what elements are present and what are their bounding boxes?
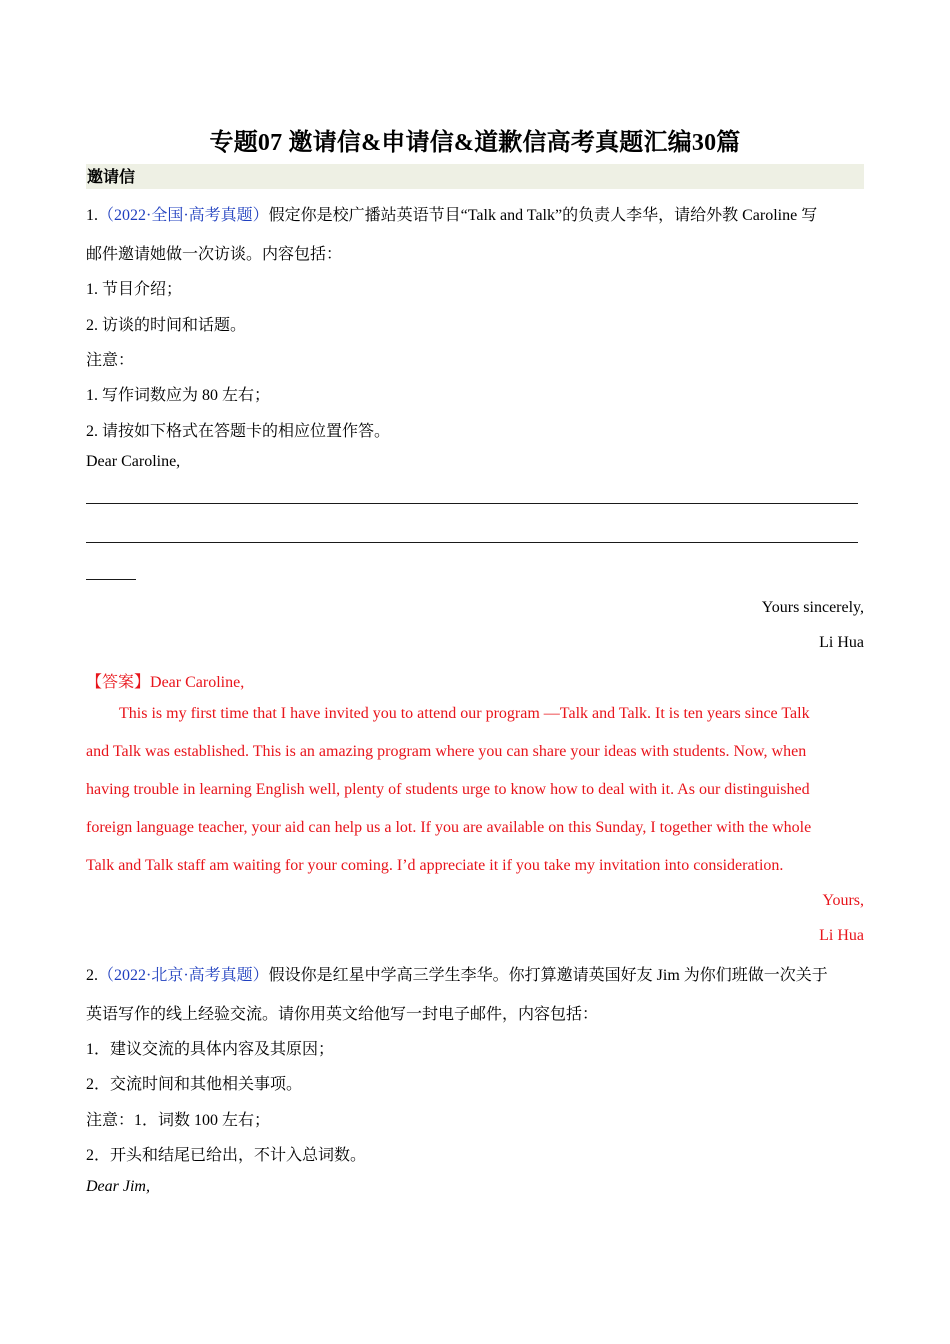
q2-source-link[interactable]: （2022·北京·高考真题） — [98, 967, 269, 984]
a1-header-line — [86, 669, 244, 692]
q1-text-line2: 邮件邀请她做一次访谈。内容包括： — [86, 246, 343, 263]
answer-label: 【答案】 — [86, 674, 151, 691]
q1-text-line1: 假定你是校广播站英语节目“Talk and Talk”的负责人李华，请给外教 Caroline 写 — [268, 207, 818, 224]
q2-number: 2. — [86, 967, 98, 984]
q2-item-2: 2．交流时间和其他相关事项。 — [86, 1076, 303, 1093]
a1-body-line: This is my first time that I have invited you to attend our program —Talk and Talk. It is ten years since Talk — [119, 705, 810, 722]
q1-note-1: 1. 写作词数应为 80 左右； — [86, 387, 271, 404]
q2-intro-line — [86, 962, 828, 985]
q2-note-1: 注意：1．词数 100 左右； — [86, 1112, 271, 1129]
q1-note-2: 2. 请按如下格式在答题卡的相应位置作答。 — [86, 423, 391, 440]
q1-source-link[interactable]: （2022·全国·高考真题） — [98, 207, 269, 224]
q2-salutation: Dear Jim, — [86, 1178, 150, 1195]
q2-text-line2: 英语写作的线上经验交流。请你用英文给他写一封电子邮件，内容包括： — [86, 1006, 599, 1023]
q1-signature: Li Hua — [819, 634, 864, 651]
answer-blank-line — [86, 542, 858, 543]
a1-body-line: and Talk was established. This is an amazing program where you can share your ideas with students. Now, when — [86, 743, 807, 760]
q1-number: 1. — [86, 207, 98, 224]
q1-closing: Yours sincerely, — [761, 599, 864, 616]
a1-closing: Yours, — [822, 892, 864, 909]
q2-item-1: 1．建议交流的具体内容及其原因； — [86, 1041, 335, 1058]
answer-blank-line-short — [86, 579, 136, 580]
q1-note-heading: 注意： — [86, 352, 135, 369]
q1-item-2: 2. 访谈的时间和话题。 — [86, 317, 247, 334]
a1-signature: Li Hua — [819, 927, 864, 944]
q1-item-1: 1. 节目介绍； — [86, 281, 183, 298]
q2-note-2: 2．开头和结尾已给出，不计入总词数。 — [86, 1147, 367, 1164]
a1-body-line: Talk and Talk staff am waiting for your coming. I’d appreciate it if you take my invitation into consideration. — [86, 857, 784, 874]
answer-blank-line — [86, 503, 858, 504]
q1-salutation: Dear Caroline, — [86, 453, 181, 470]
a1-body-line: foreign language teacher, your aid can help us a lot. If you are available on this Sunday, I together with the whole — [86, 819, 812, 836]
q2-text-line1: 假设你是红星中学高三学生李华。你打算邀请英国好友 Jim 为你们班做一次关于 — [268, 967, 828, 984]
section-header: 邀请信 — [86, 164, 864, 189]
page-title: 专题07 邀请信&申请信&道歉信高考真题汇编30篇 — [209, 130, 741, 156]
a1-body-line: having trouble in learning English well, plenty of students urge to know how to deal with it. As our distinguished — [86, 781, 810, 798]
q1-intro-line — [86, 202, 817, 225]
a1-salutation: Dear Caroline, — [150, 674, 245, 691]
